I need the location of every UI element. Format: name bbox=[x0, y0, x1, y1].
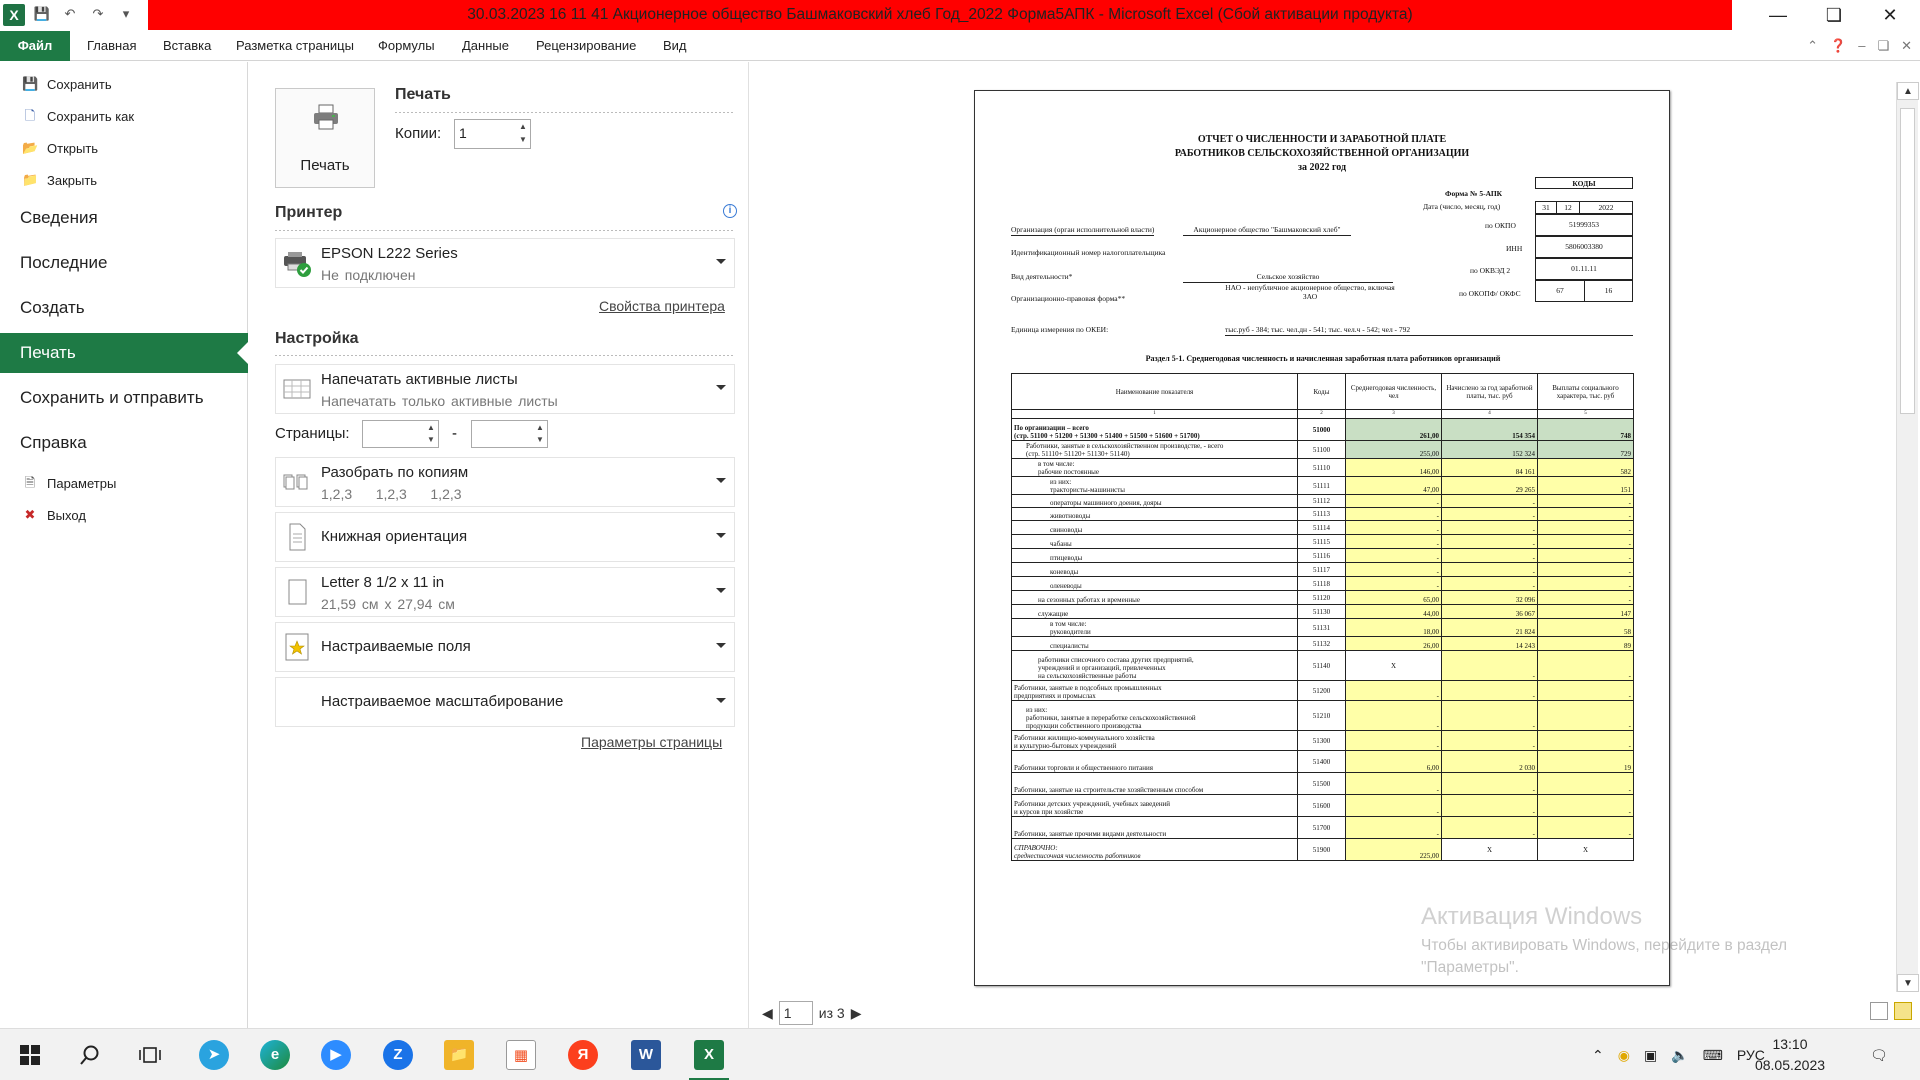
table-row bbox=[1012, 681, 1634, 701]
table-cell: 65,00 bbox=[1346, 591, 1442, 605]
table-cell: работники списочного состава других предприятий, учреждений и организаций, привлеченных на сельскохозяйственные работы bbox=[1012, 651, 1298, 681]
nav-print[interactable]: Печать bbox=[0, 333, 248, 373]
table-cell: - bbox=[1442, 773, 1538, 795]
activation-watermark-text: Чтобы активировать Windows, перейдите в раздел "Параметры". bbox=[1421, 937, 1788, 976]
language-indicator[interactable]: РУС bbox=[1736, 1047, 1765, 1063]
table-cell: 729 bbox=[1538, 441, 1634, 459]
tab-formulas[interactable]: Формулы bbox=[378, 38, 435, 53]
printer-connected-icon bbox=[282, 248, 312, 278]
table-cell: - bbox=[1346, 508, 1442, 521]
table-cell: оленеводы bbox=[1012, 577, 1298, 591]
network-icon[interactable]: ▣ bbox=[1643, 1046, 1658, 1063]
table-cell: 255,00 bbox=[1346, 441, 1442, 459]
table-cell: 51115 bbox=[1298, 535, 1346, 549]
table-cell: 51131 bbox=[1298, 619, 1346, 637]
table-row bbox=[1012, 773, 1634, 795]
store-icon: ▦ bbox=[506, 1040, 536, 1070]
separator bbox=[275, 355, 735, 356]
excel-icon: X bbox=[694, 1040, 724, 1070]
nav-open[interactable]: 📂 Открыть bbox=[22, 140, 99, 156]
taskbar-word[interactable] bbox=[618, 1029, 674, 1080]
zoom-app-icon: ▶ bbox=[321, 1040, 351, 1070]
table-cell: - bbox=[1538, 701, 1634, 731]
table-cell: 51700 bbox=[1298, 817, 1346, 839]
orientation-dropdown[interactable]: Книжная ориентация bbox=[275, 512, 735, 562]
table-row bbox=[1012, 508, 1634, 521]
chevron-down-icon bbox=[716, 478, 726, 483]
table-cell: - bbox=[1346, 563, 1442, 577]
table-cell: X bbox=[1442, 839, 1538, 861]
windows-logo-icon bbox=[20, 1045, 40, 1065]
search-icon bbox=[79, 1044, 101, 1066]
table-cell: 51111 bbox=[1298, 477, 1346, 495]
scroll-thumb[interactable] bbox=[1900, 108, 1915, 414]
copies-label: Копии: bbox=[395, 125, 442, 142]
nav-save[interactable]: 💾 Сохранить bbox=[22, 76, 112, 92]
table-cell: - bbox=[1442, 521, 1538, 535]
notifications-icon: 🗨 bbox=[1870, 1046, 1888, 1063]
tab-view[interactable]: Вид bbox=[663, 38, 687, 53]
printer-title: Принтер bbox=[275, 204, 343, 221]
table-cell: на сезонных работах и временные bbox=[1012, 591, 1298, 605]
table-cell: 36 067 bbox=[1442, 605, 1538, 619]
keyboard-icon[interactable]: ⌨ bbox=[1702, 1046, 1723, 1063]
table-cell: 21 824 bbox=[1442, 619, 1538, 637]
chevron-down-icon bbox=[716, 698, 726, 703]
table-cell: - bbox=[1346, 495, 1442, 508]
clock[interactable] bbox=[1754, 1034, 1826, 1076]
table-cell: - bbox=[1538, 577, 1634, 591]
system-tray bbox=[1592, 1029, 1765, 1080]
edge-icon: e bbox=[260, 1040, 290, 1070]
table-cell: 748 bbox=[1538, 419, 1634, 441]
table-cell: 154 354 bbox=[1442, 419, 1538, 441]
table-cell: - bbox=[1346, 731, 1442, 751]
current-page-input[interactable]: 1 bbox=[779, 1001, 813, 1025]
table-cell: - bbox=[1442, 701, 1538, 731]
table-cell: 146,00 bbox=[1346, 459, 1442, 477]
close-folder-icon: 📁 bbox=[22, 172, 39, 187]
yandex-browser-icon: Я bbox=[568, 1040, 598, 1070]
table-cell: - bbox=[1346, 549, 1442, 563]
table-cell: 51000 bbox=[1298, 419, 1346, 441]
nav-close[interactable]: 📁 Закрыть bbox=[22, 172, 98, 188]
table-cell: - bbox=[1442, 549, 1538, 563]
table-cell: 18,00 bbox=[1346, 619, 1442, 637]
table-cell: свиноводы bbox=[1012, 521, 1298, 535]
ribbon-tabs bbox=[0, 31, 1920, 61]
table-cell: - bbox=[1538, 773, 1634, 795]
taskbar-excel[interactable] bbox=[681, 1029, 737, 1080]
tab-file[interactable]: Файл bbox=[0, 31, 70, 61]
table-cell: Работники, занятые прочими видами деятельности bbox=[1012, 817, 1298, 839]
table-row bbox=[1012, 419, 1634, 441]
copies-input[interactable]: 1 ▲ ▼ bbox=[454, 119, 531, 149]
table-cell: - bbox=[1538, 591, 1634, 605]
table-cell: - bbox=[1346, 521, 1442, 535]
table-cell: - bbox=[1346, 681, 1442, 701]
pages-dash: - bbox=[452, 425, 457, 442]
table-row bbox=[1012, 495, 1634, 508]
nav-info[interactable]: Сведения bbox=[20, 208, 98, 227]
table-row bbox=[1012, 563, 1634, 577]
table-cell: животноводы bbox=[1012, 508, 1298, 521]
minimize-ribbon-icon[interactable]: ⌃ bbox=[1807, 38, 1819, 53]
word-icon: W bbox=[631, 1040, 661, 1070]
customize-qat-icon[interactable]: ▾ bbox=[122, 6, 130, 21]
table-cell: X bbox=[1538, 839, 1634, 861]
table-row bbox=[1012, 577, 1634, 591]
table-cell: 51200 bbox=[1298, 681, 1346, 701]
tab-insert[interactable]: Вставка bbox=[163, 38, 212, 53]
separator bbox=[395, 112, 735, 113]
taskbar-app-blue[interactable] bbox=[370, 1029, 426, 1080]
doc-restore-icon[interactable]: ❏ bbox=[1877, 38, 1890, 53]
table-cell: 51500 bbox=[1298, 773, 1346, 795]
title-bar bbox=[0, 0, 1920, 31]
portrait-orientation-icon bbox=[282, 522, 312, 552]
table-cell: СПРАВОЧНО: среднесписочная численность работников bbox=[1012, 839, 1298, 861]
scroll-up-icon[interactable]: ▲ bbox=[1897, 82, 1919, 100]
table-row bbox=[1012, 549, 1634, 563]
table-row bbox=[1012, 637, 1634, 651]
table-cell: - bbox=[1538, 495, 1634, 508]
collate-dropdown[interactable]: Разобрать по копиям 1,2,3 1,2,3 1,2,3 bbox=[275, 457, 735, 507]
table-cell: 6,00 bbox=[1346, 751, 1442, 773]
activation-watermark-title: Активация Windows bbox=[1421, 903, 1643, 930]
table-cell: служащие bbox=[1012, 605, 1298, 619]
table-cell: чабаны bbox=[1012, 535, 1298, 549]
scaling-dropdown[interactable]: Настраиваемое масштабирование bbox=[275, 677, 735, 727]
table-cell: 152 324 bbox=[1442, 441, 1538, 459]
table-row bbox=[1012, 731, 1634, 751]
chevron-down-icon bbox=[716, 533, 726, 538]
table-cell: - bbox=[1538, 795, 1634, 817]
collate-icon bbox=[282, 467, 312, 497]
table-row bbox=[1012, 619, 1634, 637]
custom-margins-icon bbox=[282, 632, 312, 662]
taskbar-yandex[interactable] bbox=[555, 1029, 611, 1080]
minimize-button[interactable]: — bbox=[1769, 5, 1787, 25]
table-cell: - bbox=[1538, 535, 1634, 549]
table-cell: 147 bbox=[1538, 605, 1634, 619]
table-cell: 51118 bbox=[1298, 577, 1346, 591]
table-cell: - bbox=[1538, 817, 1634, 839]
table-cell: - bbox=[1442, 508, 1538, 521]
table-cell: Работники торговли и общественного питания bbox=[1012, 751, 1298, 773]
table-cell: - bbox=[1346, 773, 1442, 795]
table-cell: - bbox=[1538, 681, 1634, 701]
taskbar bbox=[0, 1028, 1920, 1080]
redo-icon[interactable]: ↷ bbox=[92, 6, 104, 21]
pages-to-up-icon[interactable]: ▲ bbox=[536, 423, 544, 432]
active-sheets-icon bbox=[282, 374, 312, 404]
table-cell: 51130 bbox=[1298, 605, 1346, 619]
search-button[interactable] bbox=[62, 1029, 118, 1080]
next-page-icon[interactable]: ▶ bbox=[850, 1004, 862, 1021]
task-view-button[interactable] bbox=[122, 1029, 178, 1080]
task-view-icon bbox=[139, 1045, 161, 1065]
printer-properties-link[interactable]: Свойства принтера bbox=[599, 298, 725, 314]
table-cell: - bbox=[1346, 701, 1442, 731]
table-cell: - bbox=[1442, 535, 1538, 549]
table-cell: - bbox=[1442, 731, 1538, 751]
table-cell: 582 bbox=[1538, 459, 1634, 477]
table-cell: 51400 bbox=[1298, 751, 1346, 773]
pages-from-down-icon[interactable]: ▼ bbox=[427, 435, 435, 444]
table-cell: 89 bbox=[1538, 637, 1634, 651]
table-cell: - bbox=[1442, 795, 1538, 817]
table-cell: 225,00 bbox=[1346, 839, 1442, 861]
table-cell: - bbox=[1538, 508, 1634, 521]
nav-save-send[interactable]: Сохранить и отправить bbox=[20, 388, 204, 407]
table-cell: - bbox=[1538, 549, 1634, 563]
settings-title: Настройка bbox=[275, 330, 359, 347]
table-cell: 51140 bbox=[1298, 651, 1346, 681]
doc-minimize-icon[interactable]: – bbox=[1858, 38, 1866, 53]
ribbon-window-controls bbox=[1807, 38, 1920, 54]
table-cell: - bbox=[1442, 817, 1538, 839]
table-cell: - bbox=[1442, 495, 1538, 508]
table-row bbox=[1012, 521, 1634, 535]
table-cell: Работники, занятые в подсобных промышленных предприятиях и промыслах bbox=[1012, 681, 1298, 701]
table-cell: - bbox=[1442, 651, 1538, 681]
page-count: из 3 bbox=[818, 1005, 845, 1021]
pages-label: Страницы: bbox=[275, 425, 350, 442]
table-cell: - bbox=[1538, 563, 1634, 577]
table-cell: - bbox=[1346, 577, 1442, 591]
table-cell: 58 bbox=[1538, 619, 1634, 637]
table-cell: 51113 bbox=[1298, 508, 1346, 521]
table-cell: - bbox=[1538, 521, 1634, 535]
table-cell: 51600 bbox=[1298, 795, 1346, 817]
table-row bbox=[1012, 477, 1634, 495]
page-setup-link[interactable]: Параметры страницы bbox=[581, 734, 723, 750]
save-icon[interactable]: 💾 bbox=[33, 6, 51, 21]
quick-access-toolbar bbox=[32, 6, 136, 22]
exit-icon: ✖ bbox=[24, 507, 36, 522]
save-icon: 💾 bbox=[22, 76, 39, 91]
prev-page-icon[interactable]: ◀ bbox=[762, 1004, 773, 1021]
z-app-icon: Z bbox=[383, 1040, 413, 1070]
undo-icon[interactable]: ↶ bbox=[64, 6, 76, 21]
table-cell: 51112 bbox=[1298, 495, 1346, 508]
clock-date: 08.05.2023 bbox=[1754, 1057, 1826, 1073]
close-button[interactable]: ✕ bbox=[1882, 5, 1898, 25]
pages-from-input[interactable] bbox=[362, 420, 439, 448]
table-cell: 51117 bbox=[1298, 563, 1346, 577]
start-button[interactable] bbox=[2, 1029, 58, 1080]
clock-time: 13:10 bbox=[1772, 1036, 1808, 1052]
table-cell: из них: трактористы-машинисты bbox=[1012, 477, 1298, 495]
nav-new[interactable]: Создать bbox=[20, 298, 85, 317]
file-explorer-icon: 📁 bbox=[444, 1040, 474, 1070]
chevron-down-icon bbox=[716, 259, 726, 264]
pages-from-up-icon[interactable]: ▲ bbox=[427, 423, 435, 432]
pages-to-input[interactable] bbox=[471, 420, 548, 448]
tab-review[interactable]: Рецензирование bbox=[536, 38, 637, 53]
notifications-button[interactable] bbox=[1870, 1029, 1888, 1080]
copies-up-icon[interactable]: ▲ bbox=[519, 122, 527, 131]
nav-save-as[interactable]: 🗋 Сохранить как bbox=[22, 104, 134, 128]
table-cell: птицеводы bbox=[1012, 549, 1298, 563]
table-cell: Работники, занятые на строительстве хозяйственным способом bbox=[1012, 773, 1298, 795]
table-cell: - bbox=[1346, 535, 1442, 549]
paper-size-icon bbox=[282, 577, 312, 607]
taskbar-explorer[interactable] bbox=[431, 1029, 487, 1080]
table-cell: в том числе: рабочие постоянные bbox=[1012, 459, 1298, 477]
table-cell: 2 030 bbox=[1442, 751, 1538, 773]
table-cell: - bbox=[1346, 817, 1442, 839]
preview-scrollbar[interactable] bbox=[1896, 82, 1918, 992]
table-cell: 51900 bbox=[1298, 839, 1346, 861]
margins-dropdown[interactable]: Настраиваемые поля bbox=[275, 622, 735, 672]
chevron-down-icon bbox=[716, 385, 726, 390]
table-row bbox=[1012, 701, 1634, 731]
table-cell: 44,00 bbox=[1346, 605, 1442, 619]
table-cell: X bbox=[1346, 651, 1442, 681]
table-row bbox=[1012, 591, 1634, 605]
table-cell: 26,00 bbox=[1346, 637, 1442, 651]
nav-exit[interactable]: ✖ Выход bbox=[22, 503, 86, 527]
table-cell: 151 bbox=[1538, 477, 1634, 495]
table-cell: специалисты bbox=[1012, 637, 1298, 651]
taskbar-zoom[interactable] bbox=[308, 1029, 364, 1080]
table-row bbox=[1012, 535, 1634, 549]
table-cell: операторы машинного доения, дояры bbox=[1012, 495, 1298, 508]
copies-down-icon[interactable]: ▼ bbox=[519, 135, 527, 144]
table-row bbox=[1012, 441, 1634, 459]
zoom-to-page-icon[interactable] bbox=[1894, 1002, 1912, 1020]
backstage-nav bbox=[0, 62, 248, 1028]
table-cell: 51116 bbox=[1298, 549, 1346, 563]
table-row bbox=[1012, 459, 1634, 477]
report-table-body bbox=[1012, 419, 1634, 861]
table-cell: Работники жилищно-коммунального хозяйства и культурно-бытовых учреждений bbox=[1012, 731, 1298, 751]
table-cell: - bbox=[1442, 681, 1538, 701]
tab-data[interactable]: Данные bbox=[462, 38, 509, 53]
window-title: 30.03.2023 16 11 41 Акционерное общество Башмаковский хлеб Год_2022 Форма5АПК - Microsoft Excel (Сбой активации продукта) bbox=[148, 0, 1732, 30]
table-cell: 84 161 bbox=[1442, 459, 1538, 477]
help-icon[interactable]: ❓ bbox=[1830, 38, 1847, 53]
table-cell: 51114 bbox=[1298, 521, 1346, 535]
info-icon[interactable]: i bbox=[723, 204, 737, 218]
table-cell: 51100 bbox=[1298, 441, 1346, 459]
paper-size-dropdown[interactable]: Letter 8 1/2 x 11 in 21,59 см x 27,94 см bbox=[275, 567, 735, 617]
table-cell: коневоды bbox=[1012, 563, 1298, 577]
volume-icon[interactable]: 🔈 bbox=[1671, 1046, 1689, 1063]
table-cell: Работники детских учреждений, учебных заведений и курсов при хозяйстве bbox=[1012, 795, 1298, 817]
options-icon: 🗎 bbox=[24, 475, 36, 490]
separator bbox=[275, 230, 735, 231]
table-cell: в том числе: руководители bbox=[1012, 619, 1298, 637]
tab-home[interactable]: Главная bbox=[87, 38, 137, 53]
table-cell: 29 265 bbox=[1442, 477, 1538, 495]
report-table: Наименование показателя Коды Среднегодовая численность, чел Начислено за год заработной платы, тыс. руб Выплаты социального характера, тыс. руб 1 2 3 4 5 По организации – всего (стр. 51100 + 51200 + 51300 + 51400 + 51500 + 51600 + 51700) 51000 261,00 154 354 748 Работники, занятые в сельскохозяйственном производстве, - всего (стр. 51110+ 51120+ 51130+ 51140) 51100 255,00 152 324 729 в том числе: рабочие постоянные 51110 146,00 84 161 582 из них: трактористы-машинисты 51111 47,00 29 265 151 операторы машинного доения, дояры 51112 - - - животноводы 51113 - - - свиноводы 51114 - - - чабаны 51115 - - - птицеводы 51116 - - - коневоды 51117 - - - оленеводы 51118 - - - на сезонных работах и временные 51120 65,00 32 096 - служащие 51130 44,00 36 067 147 в том числе: руководители 51131 18,00 21 824 58 специалисты 51132 26,00 14 243 89 работники списочного состава других предприятий, учреждений и организаций, привлеченных на сельскохозяйственные работы 51140 X - - Работники, занятые в подсобных промышленных предприятиях и промыслах 51200 - - - из них: работники, занятые в переработке сельскохозяйственной продукции собственного производства 51210 - - - Работники жилищно-коммунального хозяйства и культурно-бытовых учреждений 51300 - - - Работники торговли и общественного питания 51400 6,00 2 030 19 Работники, занятые на строительстве хозяйственным способом 51500 - - - Работники детских учреждений, учебных заведений и курсов при хозяйстве 51600 - - - Работники, занятые прочими видами деятельности 51700 - - - СПРАВОЧНО: среднесписочная численность работников 51900 225,00 X X bbox=[1011, 373, 1634, 861]
telegram-icon: ➤ bbox=[199, 1040, 229, 1070]
print-what-dropdown[interactable]: Напечатать активные листы Напечатать только активные листы bbox=[275, 364, 735, 414]
table-cell: 51210 bbox=[1298, 701, 1346, 731]
nav-help[interactable]: Справка bbox=[20, 433, 87, 452]
taskbar-store[interactable] bbox=[493, 1029, 549, 1080]
table-cell: 51300 bbox=[1298, 731, 1346, 751]
table-row bbox=[1012, 751, 1634, 773]
table-cell: - bbox=[1346, 795, 1442, 817]
table-cell: 32 096 bbox=[1442, 591, 1538, 605]
chevron-down-icon bbox=[716, 588, 726, 593]
chevron-down-icon bbox=[716, 643, 726, 648]
scroll-down-icon[interactable]: ▼ bbox=[1897, 974, 1919, 992]
table-row bbox=[1012, 817, 1634, 839]
taskbar-edge[interactable] bbox=[247, 1029, 303, 1080]
tray-shield-icon[interactable]: ◉ bbox=[1617, 1046, 1630, 1063]
tray-expand-icon[interactable]: ⌃ bbox=[1592, 1046, 1604, 1063]
tab-page-layout[interactable]: Разметка страницы bbox=[236, 38, 354, 53]
table-cell: Работники, занятые в сельскохозяйственном производстве, - всего (стр. 51110+ 51120+ 51130+ 51140) bbox=[1012, 441, 1298, 459]
show-margins-icon[interactable] bbox=[1870, 1002, 1888, 1020]
print-button[interactable]: Печать bbox=[275, 88, 375, 188]
table-cell: По организации – всего (стр. 51100 + 51200 + 51300 + 51400 + 51500 + 51600 + 51700) bbox=[1012, 419, 1298, 441]
table-cell: - bbox=[1442, 577, 1538, 591]
save-as-icon: 🗋 bbox=[24, 108, 36, 123]
printer-icon bbox=[312, 103, 340, 131]
taskbar-telegram[interactable] bbox=[186, 1029, 242, 1080]
open-folder-icon: 📂 bbox=[22, 140, 39, 155]
table-cell: - bbox=[1442, 563, 1538, 577]
table-cell: 51132 bbox=[1298, 637, 1346, 651]
table-row bbox=[1012, 839, 1634, 861]
page-navigation bbox=[762, 1000, 861, 1026]
pages-to-down-icon[interactable]: ▼ bbox=[536, 435, 544, 444]
restore-button[interactable]: ❏ bbox=[1825, 5, 1843, 25]
table-cell: 47,00 bbox=[1346, 477, 1442, 495]
print-section-title: Печать bbox=[395, 86, 451, 103]
table-row bbox=[1012, 795, 1634, 817]
table-cell: 51120 bbox=[1298, 591, 1346, 605]
table-cell: 51110 bbox=[1298, 459, 1346, 477]
table-cell: из них: работники, занятые в переработке сельскохозяйственной продукции собственного производства bbox=[1012, 701, 1298, 731]
table-cell: 261,00 bbox=[1346, 419, 1442, 441]
excel-logo-icon[interactable]: X bbox=[3, 4, 25, 26]
doc-close-icon[interactable]: ✕ bbox=[1901, 38, 1912, 53]
nav-recent[interactable]: Последние bbox=[20, 253, 108, 272]
table-cell: - bbox=[1538, 731, 1634, 751]
print-settings-panel bbox=[249, 62, 749, 1028]
nav-options[interactable]: 🗎 Параметры bbox=[22, 471, 116, 495]
table-cell: - bbox=[1538, 651, 1634, 681]
table-row bbox=[1012, 605, 1634, 619]
table-row bbox=[1012, 651, 1634, 681]
table-cell: 19 bbox=[1538, 751, 1634, 773]
printer-dropdown[interactable]: EPSON L222 Series Не подключен bbox=[275, 238, 735, 288]
preview-page: ОТЧЕТ О ЧИСЛЕННОСТИ И ЗАРАБОТНОЙ ПЛАТЕ РАБОТНИКОВ СЕЛЬСКОХОЗЯЙСТВЕННОЙ ОРГАНИЗАЦИИ за 2022 год КОДЫ Форма № 5-АПК Дата (число, месяц, год) 31 12 2022 Организация (орган исполнительной власти) Акционерное общество "Башмаковский хлеб" по ОКПО 51999353 Идентификационный номер налогоплательщика ИНН 5806003380 Вид деятельности* Сельское хозяйство по ОКВЭД 2 01.11.11 Организационно-правовая форма** НАО - непубличное акционерное общество, включая ЗАО по ОКОПФ/ ОКФС 67 16 Единица измерения по ОКЕИ: тыс.руб - 384; тыс. чел.дн - 541; тыс. чел.ч - 542; чел - 792 Раздел 5-1. Среднегодовая численность и начисленная заработная плата работников организаций Наименование показателя Коды Среднегодовая численность, чел Начислено за год заработной платы, тыс. руб Выплаты социального характера, тыс. руб 1 2 3 4 5 По организации – всего (стр. 51100 + 51200 + 51300 + 51400 + 51500 + 51600 + 51700) 51000 261,00 154 354 748 Работники, занятые в сельскохозяйственном производстве, - всего (стр. 51110+ 51120+ 51130+ 51140) 51100 255,00 152 324 729 в том числе: рабочие постоянные 51110 146,00 84 161 582 из них: трактористы-машинисты 51111 47,00 29 265 151 операторы машинного доения, дояры 51112 - - - животноводы 51113 - - - свиноводы 51114 - - - чабаны 51115 - - - птицеводы 51116 - - - коневоды 51117 - - - оленеводы 51118 - - - на сезонных работах и временные 51120 65,00 32 096 - служащие 51130 44,00 36 067 147 в том числе: руководители 51131 18,00 21 824 58 специалисты 51132 26,00 14 243 89 работники списочного состава других предприятий, учреждений и организаций, привлеченных на сельскохозяйственные работы 51140 X - - Работники, занятые в подсобных промышленных предприятиях и промыслах 51200 - - - из них: работники, занятые в переработке сельскохозяйственной продукции собственного производства 51210 - - - Работники жилищно-коммунального хозяйства и культурно-бытовых учреждений 51300 - - - Работники торговли и общественного питания 51400 6,00 2 030 19 Работники, занятые на строительстве хозяйственным способом 51500 - - - Работники детских учреждений, учебных заведений и курсов при хозяйстве 51600 - - - Работники, занятые прочими видами деятельности 51700 - - - СПРАВОЧНО: среднесписочная численность работников 51900 225,00 X X bbox=[974, 90, 1670, 986]
table-cell: 14 243 bbox=[1442, 637, 1538, 651]
